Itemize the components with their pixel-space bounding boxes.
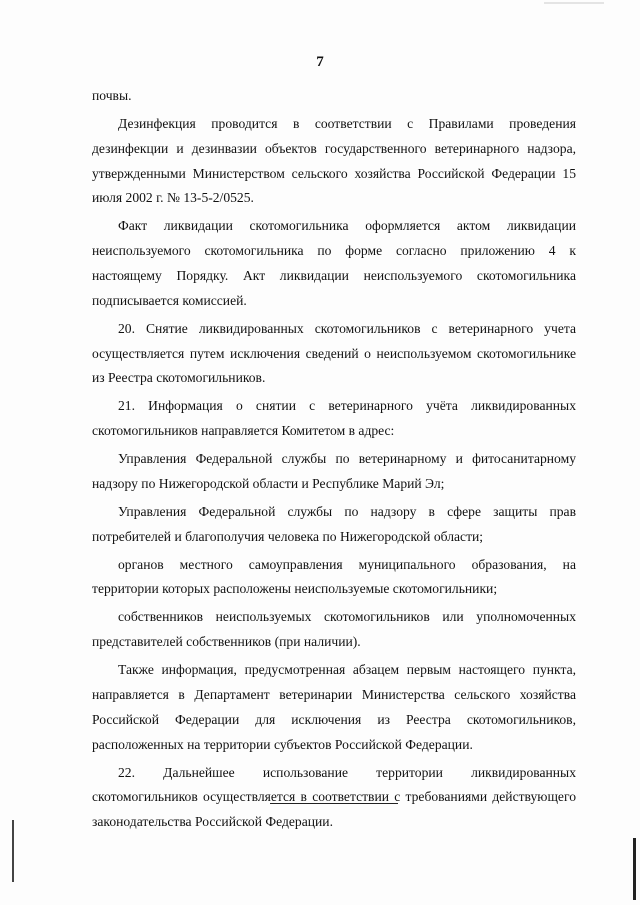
- paragraph-item-22: 22. Дальнейшее использование территории ликвидированных скотомогильников осуществляется в соответствии с требованиями действующего законодательства Российской Федерации.: [92, 764, 576, 830]
- scan-artifact: [544, 2, 604, 4]
- recipient-item: собственников неиспользуемых скотомогильников или уполномоченных представителей собственников (при наличии).: [92, 609, 576, 650]
- paragraph-disinfection: Дезинфекция проводится в соответствии с Правилами проведения дезинфекции и дезинвазии объектов государственного ветеринарного надзора, утвержденными Министерством сельского хозяйства Российской Федерации 15 июля 2002 г. № 13-5-2/0525.: [92, 115, 576, 206]
- recipient-item: Управления Федеральной службы по надзору в сфере защиты прав потребителей и благополучия человека по Нижегородской области;: [92, 503, 576, 544]
- paragraph-federal-department: Также информация, предусмотренная абзацем первым настоящего пункта, направляется в Департамент ветеринарии Министерства сельского хозяйства Российской Федерации для исключения из Реестра скотомогильников, расположенных на территории субъектов Российской Федерации.: [92, 662, 576, 752]
- end-divider-line: [270, 803, 398, 804]
- page-number: 7: [316, 54, 324, 70]
- paragraph-item-20: 20. Снятие ликвидированных скотомогильников с ветеринарного учета осуществляется путем исключения сведений о неиспользуемом скотомогильнике из Реестра скотомогильников.: [92, 320, 576, 386]
- recipient-item: органов местного самоуправления муниципального образования, на территории которых расположены неиспользуемые скотомогильники;: [92, 556, 576, 597]
- paragraph-liquidation-act: Факт ликвидации скотомогильника оформляется актом ликвидации неиспользуемого скотомогильника по форме согласно приложению 4 к настоящему Порядку. Акт ликвидации неиспользуемого скотомогильника подписывается комиссией.: [92, 218, 576, 308]
- document-body: [92, 84, 576, 838]
- paragraph-continuation: почвы.: [92, 88, 132, 103]
- paragraph-item-21: 21. Информация о снятии с ветеринарного учёта ликвидированных скотомогильников направляется Комитетом в адрес:: [92, 398, 576, 439]
- scan-artifact: [12, 820, 14, 882]
- scan-artifact: [633, 838, 636, 900]
- recipient-item: Управления Федеральной службы по ветеринарному и фитосанитарному надзору по Нижегородской области и Республике Марий Эл;: [92, 451, 576, 491]
